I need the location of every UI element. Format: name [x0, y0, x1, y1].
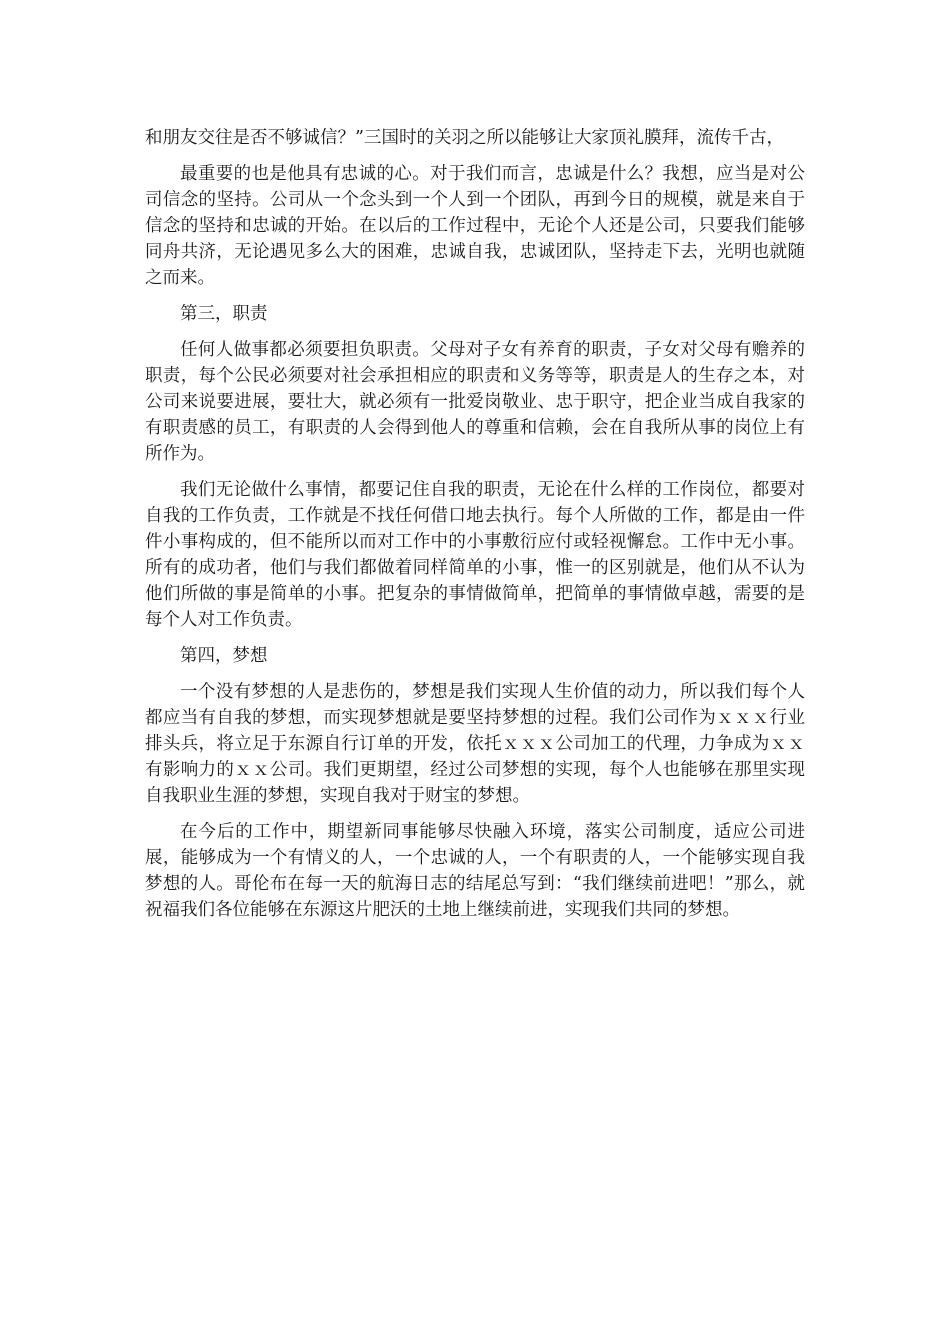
paragraph-responsibility-2: 我们无论做什么事情，都要记住自我的职责，无论在什么样的工作岗位，都要对自我的工作负责，工作就是不找任何借口地去执行。每个人所做的工作，都是由一件件小事构成的，但不能所以而对工作中的小事敷衍应付或轻视懈怠。工作中无小事。所有的成功者，他们与我们都做着同样简单的小事，惟一的区别就是，他们从不认为他们所做的事是简单的小事。把复杂的事情做简单，把简单的事情做卓越，需要的是每个人对工作负责。 — [145, 480, 805, 630]
paragraph-continuation: 和朋友交往是否不够诚信？”三国时的关羽之所以能够让大家顶礼膜拜，流传千古， — [145, 128, 784, 148]
paragraph-dream-2: 在今后的工作中，期望新同事能够尽快融入环境，落实公司制度，适应公司进展，能够成为一个有情义的人，一个忠诚的人，一个有职责的人，一个能够实现自我梦想的人。哥伦布在每一天的航海日志的结尾总写到：“我们继续前进吧！”那么，就祝福我们各位能够在东源这片肥沃的土地上继续前进，实现我们共同的梦想。 — [145, 822, 805, 920]
paragraph-responsibility-1: 任何人做事都必须要担负职责。父母对子女有养育的职责，子女对父母有赡养的职责，每个公民必须要对社会承担相应的职责和义务等等，职责是人的生存之本，对公司来说要进展，要壮大，就必须有一批爱岗敬业、忠于职守，把企业当成自我家的有职责感的员工，有职责的人会得到他人的尊重和信赖，会在自我所从事的岗位上有所作为。 — [145, 340, 805, 464]
paragraph-dream-1: 一个没有梦想的人是悲伤的，梦想是我们实现人生价值的动力，所以我们每个人都应当有自我的梦想，而实现梦想就是要坚持梦想的过程。我们公司作为ｘｘｘ行业排头兵，将立足于东源自行订单的开发，依托ｘｘｘ公司加工的代理，力争成为ｘｘ有影响力的ｘｘ公司。我们更期望，经过公司梦想的实现，每个人也能够在那里实现自我职业生涯的梦想，实现自我对于财宝的梦想。 — [145, 682, 805, 806]
section-heading-responsibility: 第三，职责 — [180, 304, 268, 324]
section-heading-dream: 第四，梦想 — [180, 646, 268, 666]
document-body — [145, 125, 805, 933]
paragraph-loyalty: 最重要的也是他具有忠诚的心。对于我们而言，忠诚是什么？我想，应当是对公司信念的坚持。公司从一个念头到一个人到一个团队，再到今日的规模，就是来自于信念的坚持和忠诚的开始。在以后的工作过程中，无论个人还是公司，只要我们能够同舟共济，无论遇见多么大的困难，忠诚自我，忠诚团队，坚持走下去，光明也就随之而来。 — [145, 164, 805, 288]
